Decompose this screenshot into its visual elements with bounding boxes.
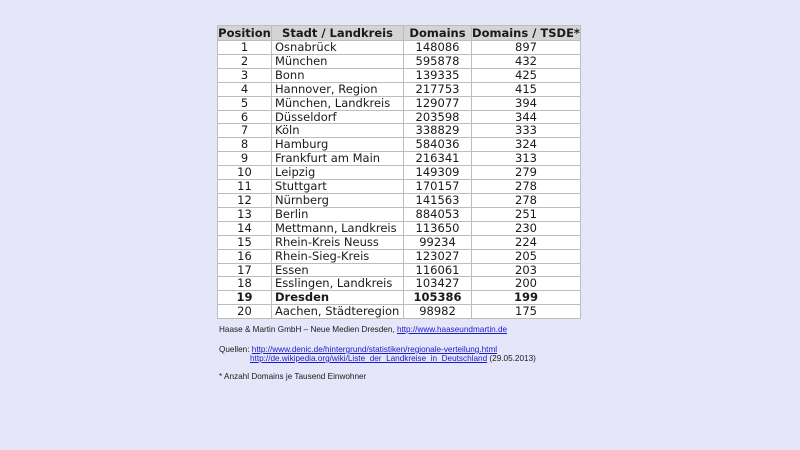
cell-domains-per-tsd: 278 <box>472 180 581 194</box>
table-row <box>218 166 581 180</box>
cell-position: 3 <box>218 68 272 82</box>
footnote: * Anzahl Domains je Tausend Einwohner <box>219 372 367 381</box>
cell-domains-per-tsd: 199 <box>472 291 581 305</box>
cell-domains-per-tsd: 425 <box>472 68 581 82</box>
cell-position: 11 <box>218 180 272 194</box>
cell-city: Düsseldorf <box>272 110 404 124</box>
cell-domains: 129077 <box>404 96 472 110</box>
cell-position: 9 <box>218 152 272 166</box>
cell-city: Hannover, Region <box>272 82 404 96</box>
table-row <box>218 54 581 68</box>
cell-city: Essen <box>272 263 404 277</box>
cell-domains-per-tsd: 203 <box>472 263 581 277</box>
cell-city: Rhein-Sieg-Kreis <box>272 249 404 263</box>
cell-domains: 141563 <box>404 193 472 207</box>
table-row <box>218 96 581 110</box>
cell-city: München <box>272 54 404 68</box>
cell-city: Berlin <box>272 207 404 221</box>
cell-city: Dresden <box>272 291 404 305</box>
credit-line <box>219 325 507 334</box>
table-row <box>218 152 581 166</box>
sources-label: Quellen: <box>219 345 252 354</box>
header-city: Stadt / Landkreis <box>272 26 404 41</box>
source-date: (29.05.2013) <box>487 354 536 363</box>
cell-domains: 98982 <box>404 305 472 319</box>
cell-domains: 113650 <box>404 221 472 235</box>
ranking-table-container <box>217 25 580 319</box>
cell-domains-per-tsd: 324 <box>472 138 581 152</box>
table-row <box>218 221 581 235</box>
cell-city: Bonn <box>272 68 404 82</box>
table-row <box>218 41 581 55</box>
cell-position: 14 <box>218 221 272 235</box>
table-row <box>218 249 581 263</box>
cell-position: 1 <box>218 41 272 55</box>
cell-domains-per-tsd: 394 <box>472 96 581 110</box>
source-link-wikipedia[interactable]: http://de.wikipedia.org/wiki/Liste_der_Landkreise_in_Deutschland <box>250 354 488 363</box>
table-row <box>218 124 581 138</box>
cell-domains: 217753 <box>404 82 472 96</box>
cell-position: 5 <box>218 96 272 110</box>
cell-domains-per-tsd: 344 <box>472 110 581 124</box>
cell-city: Nürnberg <box>272 193 404 207</box>
credit-text: Haase & Martin GmbH – Neue Medien Dresden, <box>219 325 397 334</box>
cell-city: Osnabrück <box>272 41 404 55</box>
table-row <box>218 291 581 305</box>
cell-domains: 584036 <box>404 138 472 152</box>
cell-domains: 149309 <box>404 166 472 180</box>
source-link-denic[interactable]: http://www.denic.de/hintergrund/statistiken/regionale-verteilung.html <box>251 345 498 354</box>
cell-city: Leipzig <box>272 166 404 180</box>
cell-domains-per-tsd: 224 <box>472 235 581 249</box>
sources-line-2 <box>250 354 536 363</box>
header-domains: Domains <box>404 26 472 41</box>
cell-position: 6 <box>218 110 272 124</box>
cell-position: 12 <box>218 193 272 207</box>
cell-domains-per-tsd: 200 <box>472 277 581 291</box>
table-row <box>218 305 581 319</box>
cell-city: Mettmann, Landkreis <box>272 221 404 235</box>
cell-city: Rhein-Kreis Neuss <box>272 235 404 249</box>
cell-position: 2 <box>218 54 272 68</box>
table-header-row <box>218 26 581 41</box>
cell-city: Köln <box>272 124 404 138</box>
table-row <box>218 110 581 124</box>
cell-city: Stuttgart <box>272 180 404 194</box>
cell-city: Aachen, Städteregion <box>272 305 404 319</box>
cell-position: 16 <box>218 249 272 263</box>
cell-position: 18 <box>218 277 272 291</box>
cell-domains: 170157 <box>404 180 472 194</box>
cell-domains-per-tsd: 415 <box>472 82 581 96</box>
sources-line-1 <box>219 345 497 354</box>
cell-position: 13 <box>218 207 272 221</box>
table-row <box>218 235 581 249</box>
cell-domains-per-tsd: 313 <box>472 152 581 166</box>
cell-city: Hamburg <box>272 138 404 152</box>
cell-position: 15 <box>218 235 272 249</box>
table-row <box>218 207 581 221</box>
cell-domains: 203598 <box>404 110 472 124</box>
cell-domains: 148086 <box>404 41 472 55</box>
credit-link[interactable]: http://www.haaseundmartin.de <box>396 325 508 334</box>
cell-position: 10 <box>218 166 272 180</box>
header-domains-per-tsd: Domains / TSDE* <box>472 26 580 40</box>
cell-position: 19 <box>218 291 272 305</box>
cell-domains: 216341 <box>404 152 472 166</box>
cell-domains: 105386 <box>404 291 472 305</box>
table-row <box>218 138 581 152</box>
cell-domains-per-tsd: 279 <box>472 166 581 180</box>
cell-domains-per-tsd: 175 <box>472 305 581 319</box>
header-position: Position <box>218 26 271 40</box>
cell-domains-per-tsd: 230 <box>472 221 581 235</box>
table-row <box>218 180 581 194</box>
cell-position: 17 <box>218 263 272 277</box>
cell-city: Frankfurt am Main <box>272 152 404 166</box>
cell-domains-per-tsd: 333 <box>472 124 581 138</box>
cell-domains-per-tsd: 251 <box>472 207 581 221</box>
cell-domains: 884053 <box>404 207 472 221</box>
cell-domains: 123027 <box>404 249 472 263</box>
cell-domains: 595878 <box>404 54 472 68</box>
cell-domains: 99234 <box>404 235 472 249</box>
cell-domains-per-tsd: 205 <box>472 249 581 263</box>
table-row <box>218 68 581 82</box>
table-row <box>218 82 581 96</box>
cell-domains: 103427 <box>404 277 472 291</box>
cell-city: München, Landkreis <box>272 96 404 110</box>
table-body <box>218 41 581 319</box>
cell-position: 20 <box>218 305 272 319</box>
cell-domains: 338829 <box>404 124 472 138</box>
cell-position: 7 <box>218 124 272 138</box>
cell-domains-per-tsd: 897 <box>472 41 581 55</box>
cell-position: 4 <box>218 82 272 96</box>
ranking-table <box>217 25 581 319</box>
cell-domains-per-tsd: 278 <box>472 193 581 207</box>
table-row <box>218 263 581 277</box>
cell-domains: 116061 <box>404 263 472 277</box>
cell-domains-per-tsd: 432 <box>472 54 581 68</box>
cell-domains: 139335 <box>404 68 472 82</box>
cell-city: Esslingen, Landkreis <box>272 277 404 291</box>
cell-position: 8 <box>218 138 272 152</box>
table-row <box>218 193 581 207</box>
table-row <box>218 277 581 291</box>
